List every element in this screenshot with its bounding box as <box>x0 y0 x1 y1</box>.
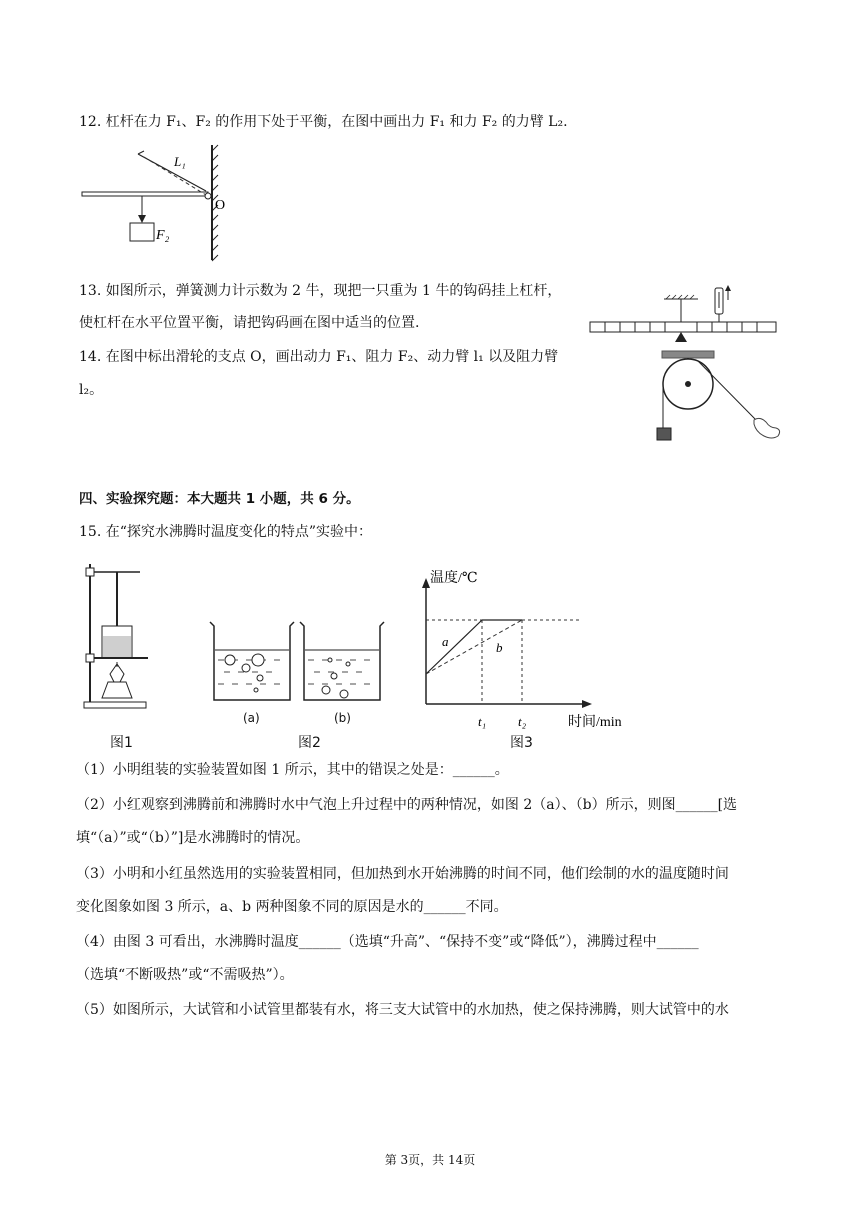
q15-p2-line2: 填“（a）”或“（b）”]是水沸腾时的情况。 <box>76 830 310 846</box>
beaker-a-label: (a) <box>243 711 260 725</box>
q12-f2-label: F₂ <box>156 228 170 243</box>
q12-o-label: O <box>215 198 226 213</box>
q15-intro: 15. 在“探究水沸腾时温度变化的特点”实验中： <box>79 524 373 540</box>
q14-line2: l₂。 <box>79 382 104 398</box>
graph-line-a-label: a <box>442 634 449 649</box>
q15-p4-line2: （选填“不断吸热”或“不需吸热”）。 <box>76 967 294 983</box>
q12-l1-label: L₁ <box>174 154 186 169</box>
q14-pulley-figure <box>650 350 790 450</box>
q15-p3-line2: 变化图象如图 3 所示，a、b 两种图象不同的原因是水的______不同。 <box>76 899 508 915</box>
q15-fig1-apparatus <box>80 562 162 714</box>
graph-t2-label: t₂ <box>518 714 527 729</box>
q15-p5-line1: （5）如图所示，大试管和小试管里都装有水，将三支大试管中的水加热，使之保持沸腾，则大试管中的水 <box>76 1002 729 1018</box>
q15-p2-line1: （2）小红观察到沸腾前和沸腾时水中气泡上升过程中的两种情况，如图 2（a）、（b）所示，则图______[选 <box>76 797 738 813</box>
q14-line1: 14. 在图中标出滑轮的支点 O，画出动力 F₁、阻力 F₂、动力臂 l₁ 以及阻力臂 <box>79 349 559 365</box>
q12-lever-figure <box>78 143 238 265</box>
q15-fig2-caption: 图2 <box>298 735 321 751</box>
q15-p4-line1: （4）由图 3 可看出，水沸腾时温度______（选填“升高”、“保持不变”或“降低”），沸腾过程中______ <box>76 934 699 950</box>
graph-line-b-label: b <box>496 640 503 655</box>
q15-fig3-graph <box>418 570 640 730</box>
q12-text: 12. 杠杆在力 F₁、F₂ 的作用下处于平衡，在图中画出力 F₁ 和力 F₂ 的力臂 L₂. <box>79 114 568 130</box>
q15-fig3-caption: 图3 <box>510 735 533 751</box>
page-footer: 第 3页，共 14页 <box>384 1153 476 1167</box>
q15-p3-line1: （3）小明和小红虽然选用的实验装置相同，但加热到水开始沸腾的时间不同，他们绘制的水的温度随时间 <box>76 866 729 882</box>
graph-xlabel: 时间/min <box>568 715 622 730</box>
q15-fig1-caption: 图1 <box>110 735 133 751</box>
graph-t1-label: t₁ <box>478 714 487 729</box>
q15-p1: （1）小明组装的实验装置如图 1 所示，其中的错误之处是：______。 <box>76 762 509 778</box>
graph-ylabel: 温度/℃ <box>430 571 478 586</box>
q15-fig2-beakers <box>206 620 386 708</box>
beaker-b-label: (b) <box>334 711 351 725</box>
section-4-heading: 四、实验探究题：本大题共 1 小题，共 6 分。 <box>79 491 360 507</box>
q13-lever-figure <box>588 282 788 348</box>
q13-line2: 使杠杆在水平位置平衡，请把钩码画在图中适当的位置. <box>79 315 420 331</box>
q13-line1: 13. 如图所示，弹簧测力计示数为 2 牛，现把一只重为 1 牛的钩码挂上杠杆， <box>79 283 562 299</box>
